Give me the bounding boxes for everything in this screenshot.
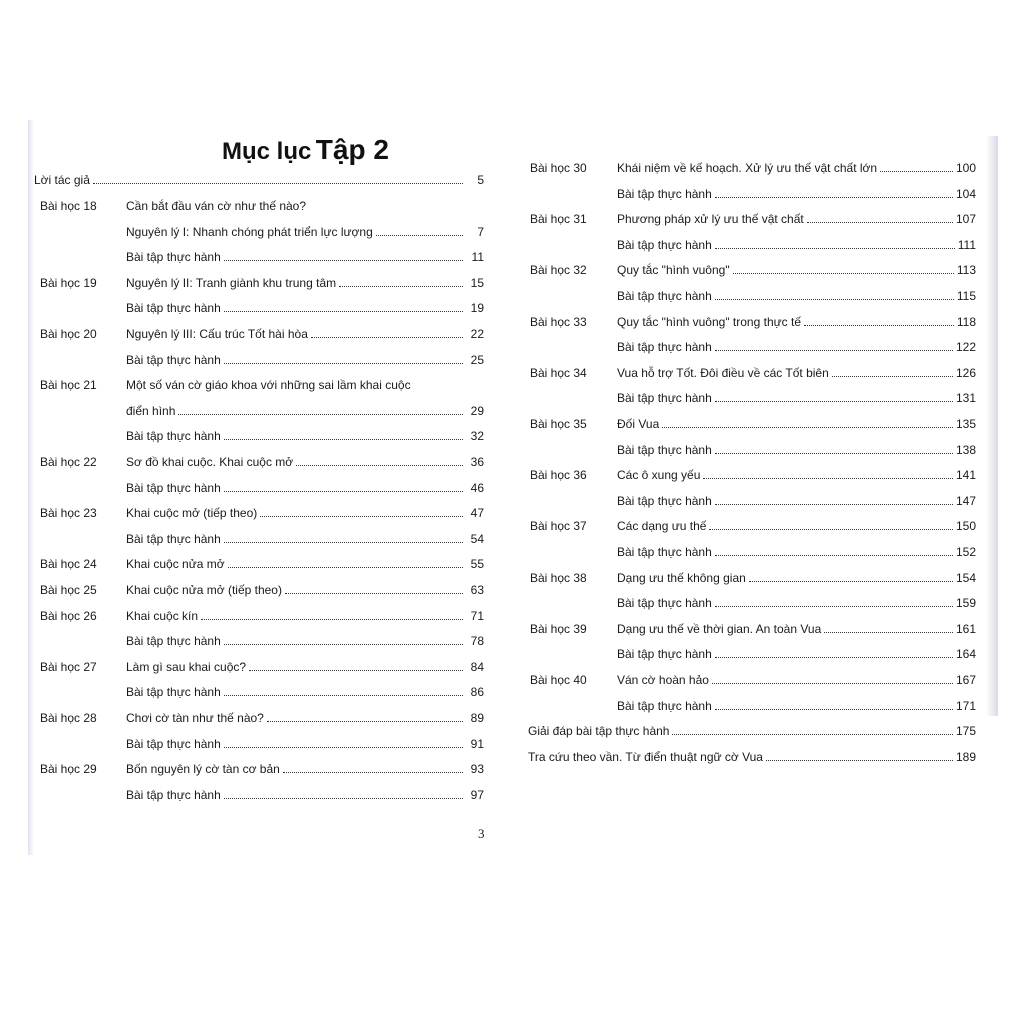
toc-entry-text: Lời tác giả — [34, 173, 90, 187]
dot-leader — [224, 429, 463, 440]
dot-leader — [766, 750, 953, 761]
toc-entry-page: 32 — [470, 429, 484, 444]
lesson-label: Bài học 35 — [530, 417, 587, 431]
toc-entry-page: 89 — [470, 711, 484, 725]
toc-entry-text: Bài tập thực hành — [617, 698, 712, 713]
toc-entry-page: 91 — [470, 736, 484, 751]
dot-leader — [715, 443, 953, 454]
toc-entry-page: 100 — [955, 161, 976, 175]
dot-leader — [285, 583, 463, 594]
toc-entry-text: Khai cuộc nửa mở — [126, 557, 225, 572]
dot-leader — [715, 494, 953, 505]
lesson-label: Bài học 31 — [530, 212, 587, 227]
toc-row[interactable] — [126, 352, 484, 368]
toc-row[interactable] — [617, 646, 976, 662]
toc-entry-page: 138 — [955, 442, 976, 457]
toc-row[interactable] — [126, 633, 484, 649]
toc-row[interactable] — [126, 556, 484, 572]
toc-row[interactable] — [126, 736, 484, 752]
dot-leader — [749, 571, 953, 582]
toc-entry-page: 15 — [470, 275, 484, 290]
toc-entry-text: Chơi cờ tàn như thế nào? — [126, 711, 264, 725]
toc-entry-text: Bốn nguyên lý cờ tàn cơ bản — [126, 762, 280, 777]
toc-entry-page: 86 — [470, 685, 484, 700]
dot-leader — [715, 238, 955, 249]
toc-entry-text: Khai cuộc nửa mở (tiếp theo) — [126, 583, 282, 597]
dot-leader — [832, 366, 953, 377]
toc-entry-page: 167 — [955, 673, 976, 687]
toc-entry-page: 84 — [470, 659, 484, 674]
toc-row[interactable] — [617, 595, 976, 611]
dot-leader — [376, 225, 463, 236]
toc-row[interactable] — [126, 249, 484, 265]
toc-entry-text: Bài tập thực hành — [126, 480, 221, 495]
toc-row-appendix[interactable] — [528, 723, 976, 739]
toc-row[interactable] — [617, 262, 976, 278]
lesson-label: Bài học 27 — [40, 659, 97, 674]
dot-leader — [224, 634, 463, 645]
lesson-label: Bài học 24 — [40, 557, 97, 572]
page-edge-shadow-left — [28, 120, 34, 855]
lesson-label: Bài học 38 — [530, 570, 587, 585]
toc-entry-page: 126 — [955, 365, 976, 380]
toc-row[interactable] — [126, 326, 484, 342]
lesson-label: Bài học 18 — [40, 199, 97, 213]
toc-row[interactable] — [126, 403, 484, 419]
toc-entry-text: Khai cuộc kín — [126, 608, 199, 623]
toc-entry-text: Bài tập thực hành — [126, 787, 221, 802]
toc-row[interactable] — [617, 467, 976, 483]
toc-row[interactable] — [617, 621, 976, 637]
lesson-label: Bài học 23 — [40, 506, 97, 521]
toc-entry-page: 154 — [955, 570, 976, 585]
toc-entry-page: 46 — [470, 480, 484, 495]
toc-entry-page: 161 — [955, 621, 976, 636]
dot-leader — [178, 404, 463, 415]
toc-entry-text: Bài tập thực hành — [617, 237, 712, 252]
dot-leader — [267, 711, 463, 722]
dot-leader — [283, 762, 463, 773]
toc-entry-text: Một số ván cờ giáo khoa với những sai lầm khai cuộc — [126, 378, 411, 393]
toc-entry-text: Khai cuộc mở (tiếp theo) — [126, 506, 258, 521]
toc-row[interactable] — [617, 390, 976, 406]
toc-entry-page: 19 — [470, 301, 484, 316]
dot-leader — [733, 263, 954, 274]
dot-leader — [224, 737, 463, 748]
toc-entry-text: Cần bắt đầu ván cờ như thế nào? — [126, 199, 307, 213]
toc-row[interactable] — [126, 428, 484, 444]
toc-entry-text: Bài tập thực hành — [617, 442, 712, 457]
toc-row[interactable] — [617, 288, 976, 304]
toc-entry-text: Bài tập thực hành — [617, 545, 712, 559]
toc-entry-text: Bài tập thực hành — [126, 301, 221, 316]
toc-entry-page: 175 — [955, 724, 976, 739]
toc-entry-page: 115 — [956, 289, 976, 303]
dot-leader — [715, 647, 953, 658]
toc-entry-text: Nguyên lý I: Nhanh chóng phát triển lực lượng — [126, 224, 373, 239]
toc-entry-page: 118 — [956, 314, 976, 329]
toc-entry-page: 93 — [470, 762, 484, 777]
lesson-label: Bài học 22 — [40, 455, 97, 469]
toc-entry-text: Các ô xung yếu — [617, 468, 701, 483]
lesson-label: Bài học 32 — [530, 263, 587, 278]
dot-leader — [880, 161, 953, 172]
dot-leader — [224, 788, 463, 799]
dot-leader — [715, 391, 953, 402]
toc-row[interactable] — [126, 275, 484, 291]
toc-entry-text: Bài tập thực hành — [617, 340, 712, 355]
lesson-label: Bài học 39 — [530, 621, 587, 636]
toc-row[interactable] — [617, 570, 976, 586]
toc-row[interactable] — [617, 339, 976, 355]
lesson-label: Bài học 26 — [40, 608, 97, 623]
dot-leader — [296, 455, 463, 466]
dot-leader — [807, 212, 953, 223]
toc-entry-text: Giải đáp bài tập thực hành — [528, 724, 670, 739]
toc-row[interactable] — [126, 659, 484, 675]
toc-entry-page: 147 — [955, 493, 976, 508]
toc-entry-text: Bài tập thực hành — [617, 596, 712, 611]
toc-row[interactable] — [126, 480, 484, 496]
toc-entry-text: Ván cờ hoàn hảo — [617, 673, 709, 687]
dot-leader — [715, 187, 953, 198]
toc-entry-text: Làm gì sau khai cuộc? — [126, 659, 247, 674]
toc-row[interactable] — [617, 442, 976, 458]
toc-entry-page: 5 — [477, 173, 484, 187]
toc-entry-text: Quy tắc "hình vuông" — [617, 263, 730, 278]
toc-entry-page: 159 — [955, 596, 976, 611]
toc-entry-page: 71 — [470, 608, 484, 623]
toc-entry-page: 131 — [955, 391, 976, 406]
toc-entry-text: Bài tập thực hành — [126, 634, 221, 649]
toc-entry-page: 97 — [470, 787, 484, 802]
toc-row[interactable] — [126, 582, 484, 598]
toc-entry-text: Dạng ưu thế không gian — [617, 570, 746, 585]
lesson-label: Bài học 19 — [40, 275, 97, 290]
toc-row[interactable] — [126, 505, 484, 521]
toc-entry-page: 111 — [957, 237, 976, 252]
dot-leader — [228, 557, 463, 568]
toc-entry-page: 63 — [470, 583, 484, 597]
toc-entry-page: 25 — [470, 352, 484, 367]
toc-entry-text: Nguyên lý II: Tranh giành khu trung tâm — [126, 275, 337, 290]
toc-row[interactable] — [126, 454, 484, 470]
lesson-label: Bài học 20 — [40, 327, 97, 341]
dot-leader — [715, 699, 953, 710]
dot-leader — [224, 685, 463, 696]
toc-row[interactable] — [126, 787, 484, 803]
lesson-label: Bài học 33 — [530, 314, 587, 329]
toc-row[interactable] — [126, 224, 484, 240]
lesson-label: Bài học 40 — [530, 673, 587, 687]
toc-entry-page: 152 — [955, 545, 976, 559]
toc-entry-text: Bài tập thực hành — [617, 647, 712, 662]
lesson-label: Bài học 28 — [40, 711, 97, 725]
toc-row[interactable] — [126, 761, 484, 777]
lesson-label: Bài học 29 — [40, 762, 97, 777]
toc-row[interactable] — [617, 672, 976, 688]
toc-entry-text: Bài tập thực hành — [617, 391, 712, 406]
toc-row[interactable] — [126, 300, 484, 316]
toc-entry-page: 107 — [955, 212, 976, 227]
toc-row[interactable] — [126, 377, 484, 393]
dot-leader — [224, 301, 463, 312]
lesson-label: Bài học 37 — [530, 519, 587, 534]
toc-row[interactable] — [617, 365, 976, 381]
toc-row[interactable] — [617, 544, 976, 560]
dot-leader — [201, 609, 463, 620]
toc-entry-page: 171 — [955, 698, 976, 713]
toc-entry-page: 164 — [955, 647, 976, 662]
dot-leader — [224, 481, 463, 492]
dot-leader — [824, 622, 953, 633]
dot-leader — [715, 545, 953, 556]
toc-entry-text: Tra cứu theo vần. Từ điển thuật ngữ cờ Vua — [528, 749, 763, 764]
title-part2: Tập 2 — [315, 134, 389, 165]
toc-entry-page: 189 — [955, 749, 976, 764]
toc-row[interactable] — [617, 237, 976, 253]
toc-row[interactable] — [126, 608, 484, 624]
dot-leader — [224, 532, 463, 543]
dot-leader — [249, 660, 463, 671]
toc-entry-text: Bài tập thực hành — [617, 493, 712, 508]
dot-leader — [715, 596, 953, 607]
toc-entry-page: 11 — [471, 250, 484, 265]
page-number: 3 — [478, 826, 485, 841]
dot-leader — [224, 250, 463, 261]
toc-row-appendix[interactable] — [528, 749, 976, 765]
toc-entry-page: 22 — [470, 327, 484, 341]
page-title — [222, 134, 389, 166]
dot-leader — [712, 673, 953, 684]
dot-leader — [709, 519, 953, 530]
toc-entry-text: Bài tập thực hành — [126, 736, 221, 751]
lesson-label: Bài học 36 — [530, 468, 587, 483]
dot-leader — [311, 327, 463, 338]
toc-row[interactable] — [617, 518, 976, 534]
toc-entry-text: Bài tập thực hành — [126, 250, 221, 265]
toc-entry-page: 78 — [470, 634, 484, 649]
dot-leader — [224, 353, 463, 364]
dot-leader — [715, 340, 953, 351]
toc-row[interactable] — [126, 684, 484, 700]
lesson-label: Bài học 21 — [40, 378, 97, 393]
toc-entry-text: Vua hỗ trợ Tốt. Đôi điều về các Tốt biên — [617, 365, 829, 380]
toc-entry-page: 36 — [470, 455, 484, 469]
toc-row[interactable] — [617, 186, 976, 202]
toc-row[interactable] — [617, 416, 976, 432]
toc-row[interactable] — [126, 710, 484, 726]
toc-row[interactable] — [126, 531, 484, 547]
toc-entry-text: Phương pháp xử lý ưu thế vật chất — [617, 212, 804, 227]
toc-entry-page: 55 — [470, 557, 484, 572]
toc-entry-page: 104 — [955, 186, 976, 201]
toc-entry-text: Đối Vua — [617, 417, 660, 431]
toc-entry-text: Bài tập thực hành — [126, 685, 221, 700]
toc-row-preface[interactable] — [34, 172, 484, 188]
page-edge-shadow-right — [986, 136, 998, 716]
toc-entry-text: Bài tập thực hành — [126, 429, 221, 444]
toc-entry-text: Quy tắc "hình vuông" trong thực tế — [617, 314, 801, 329]
dot-leader — [339, 276, 463, 287]
toc-entry-page: 113 — [956, 263, 976, 278]
toc-entry-text: Khái niệm về kế hoạch. Xử lý ưu thế vật chất lớn — [617, 161, 878, 175]
toc-entry-page: 29 — [470, 403, 484, 418]
toc-entry-text: Nguyên lý III: Cấu trúc Tốt hài hòa — [126, 327, 308, 341]
toc-entry-text: Sơ đồ khai cuộc. Khai cuộc mở — [126, 455, 294, 469]
dot-leader — [93, 173, 463, 184]
dot-leader — [672, 724, 953, 735]
toc-row[interactable] — [617, 314, 976, 330]
dot-leader — [703, 468, 953, 479]
toc-row[interactable] — [617, 493, 976, 509]
toc-entry-page: 54 — [470, 531, 484, 546]
toc-row[interactable] — [126, 198, 484, 214]
lesson-label: Bài học 34 — [530, 365, 587, 380]
toc-entry-text: Bài tập thực hành — [617, 289, 712, 303]
dot-leader — [715, 289, 954, 300]
toc-entry-page: 135 — [955, 417, 976, 431]
toc-entry-text: điển hình — [126, 403, 176, 418]
toc-entry-text: Bài tập thực hành — [617, 186, 712, 201]
toc-row[interactable] — [617, 211, 976, 227]
toc-entry-text: Dạng ưu thế về thời gian. An toàn Vua — [617, 621, 822, 636]
toc-row[interactable] — [617, 160, 976, 176]
dot-leader — [804, 315, 954, 326]
toc-row[interactable] — [617, 698, 976, 714]
toc-entry-page: 47 — [470, 506, 484, 521]
title-part1: Mục lục — [222, 138, 312, 165]
toc-entry-page: 122 — [955, 340, 976, 355]
dot-leader — [662, 417, 953, 428]
toc-entry-text: Các dạng ưu thế — [617, 519, 707, 534]
toc-entry-text: Bài tập thực hành — [126, 352, 221, 367]
dot-leader — [260, 506, 463, 517]
lesson-label: Bài học 25 — [40, 583, 97, 597]
toc-entry-page: 7 — [477, 224, 484, 239]
lesson-label: Bài học 30 — [530, 161, 587, 175]
toc-entry-text: Bài tập thực hành — [126, 531, 221, 546]
toc-entry-page: 150 — [955, 519, 976, 534]
toc-entry-page: 141 — [955, 468, 976, 483]
